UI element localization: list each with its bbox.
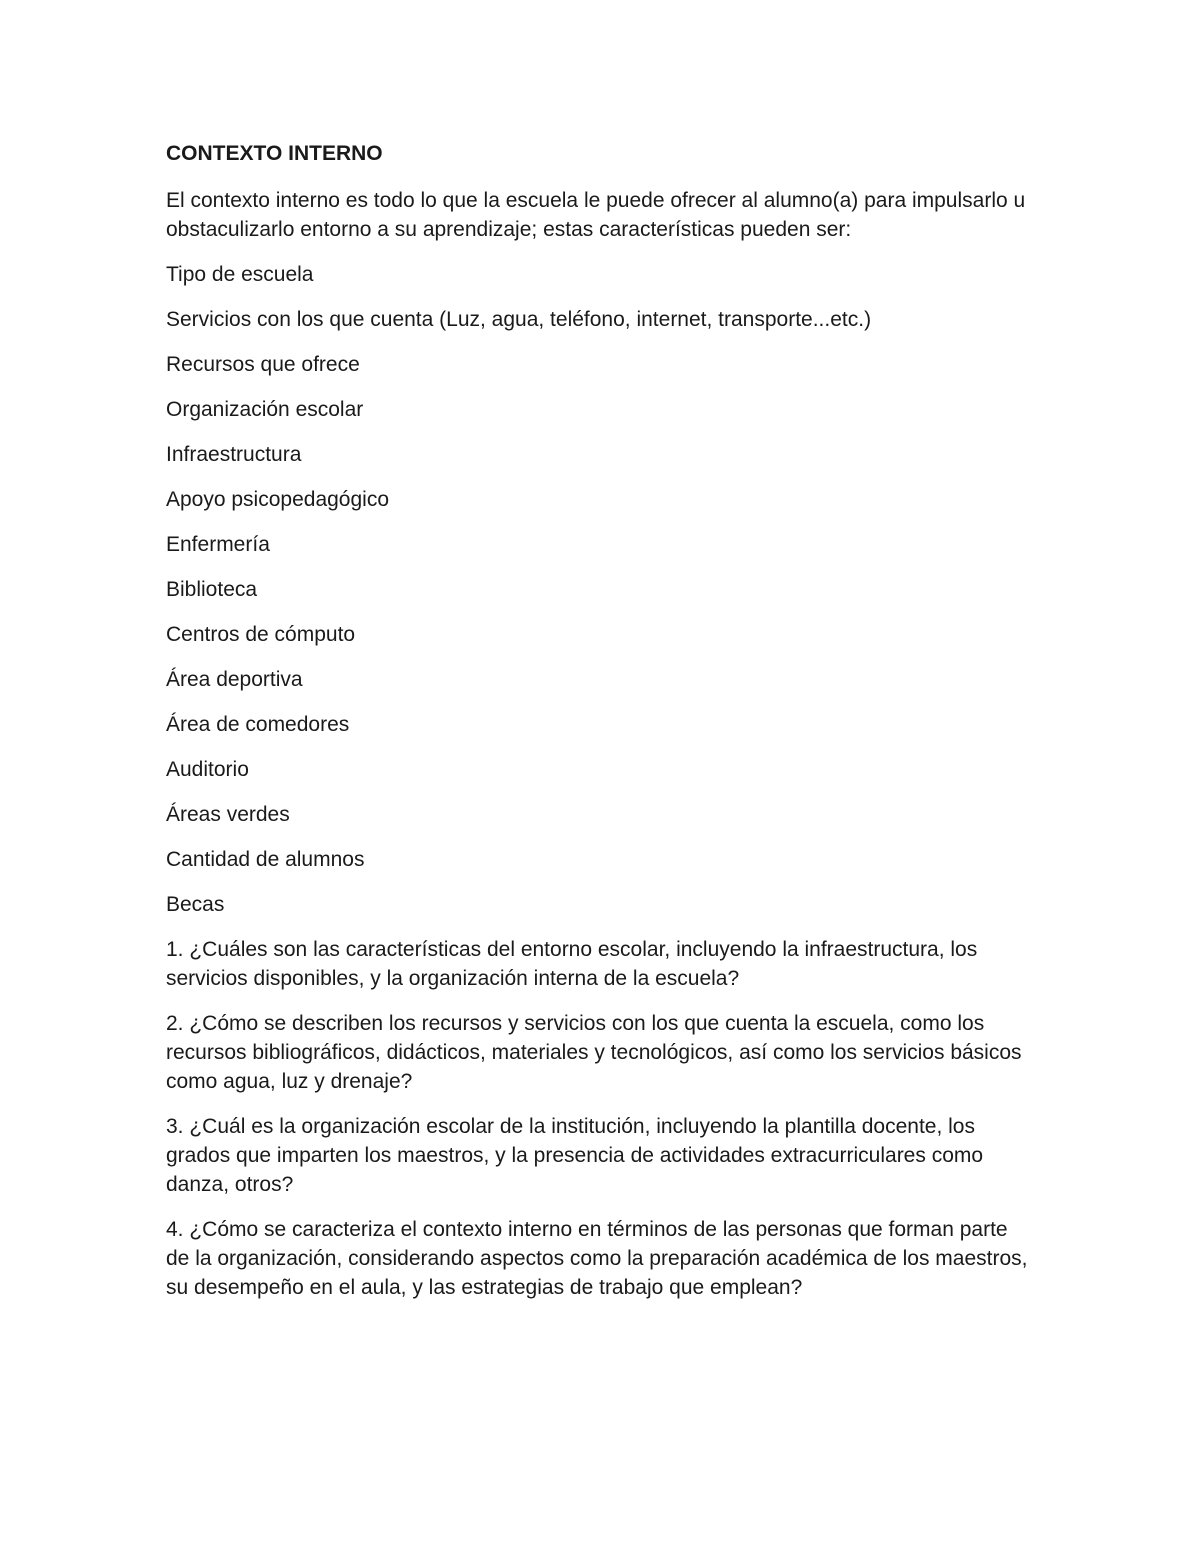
document-title: CONTEXTO INTERNO [166, 142, 383, 165]
list-item: Infraestructura [166, 443, 302, 466]
list-item: Área de comedores [166, 713, 350, 736]
list-item: Organización escolar [166, 398, 364, 421]
question-item: 2. ¿Cómo se describen los recursos y servicios con los que cuenta la escuela, como los recursos bibliográficos, didácticos, materiales y tecnológicos, así como los servicios básicos como agua, luz y drenaje? [166, 1012, 1022, 1093]
questions-list [166, 935, 1036, 1302]
list-item: Áreas verdes [166, 803, 290, 826]
question-item: 3. ¿Cuál es la organización escolar de la institución, incluyendo la plantilla docente, los grados que imparten los maestros, y la presencia de actividades extracurriculares como danza, otros? [166, 1115, 984, 1196]
intro-paragraph: El contexto interno es todo lo que la escuela le puede ofrecer al alumno(a) para impulsarlo u obstaculizarlo entorno a su aprendizaje; estas características pueden ser: [166, 189, 1026, 241]
list-item: Auditorio [166, 758, 249, 781]
document-body [166, 140, 1036, 1318]
list-item: Servicios con los que cuenta (Luz, agua, teléfono, internet, transporte...etc.) [166, 308, 872, 331]
list-item: Cantidad de alumnos [166, 848, 365, 871]
list-item: Recursos que ofrece [166, 353, 360, 376]
list-item: Becas [166, 893, 225, 916]
question-item: 4. ¿Cómo se caracteriza el contexto interno en términos de las personas que forman parte de la organización, considerando aspectos como la preparación académica de los maestros, su desempeño en el aula, y las estrategias de trabajo que emplean? [166, 1218, 1028, 1299]
list-item: Área deportiva [166, 668, 303, 691]
list-item: Apoyo psicopedagógico [166, 488, 390, 511]
characteristics-list [166, 260, 1036, 919]
list-item: Centros de cómputo [166, 623, 356, 646]
list-item: Enfermería [166, 533, 270, 556]
list-item: Tipo de escuela [166, 263, 314, 286]
list-item: Biblioteca [166, 578, 258, 601]
question-item: 1. ¿Cuáles son las características del entorno escolar, incluyendo la infraestructura, los servicios disponibles, y la organización interna de la escuela? [166, 938, 978, 990]
